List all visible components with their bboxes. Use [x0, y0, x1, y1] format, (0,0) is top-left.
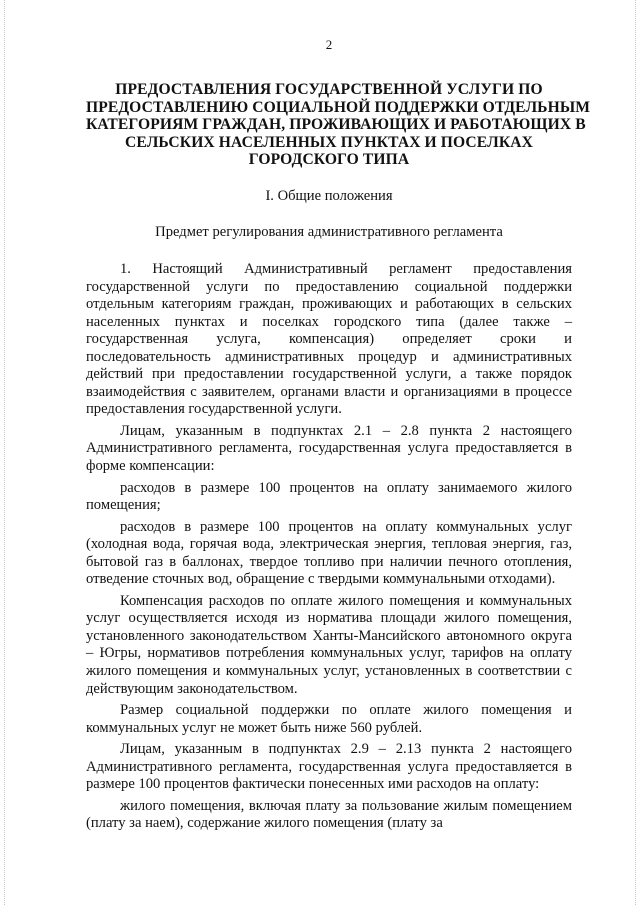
- title-line: ГОРОДСКОГО ТИПА: [248, 151, 410, 169]
- title-line: КАТЕГОРИЯМ ГРАЖДАН, ПРОЖИВАЮЩИХ И РАБОТАЮЩИХ В: [86, 116, 586, 134]
- subsection-heading: Предмет регулирования административного регламента: [155, 223, 503, 240]
- section-heading: I. Общие положения: [265, 187, 393, 204]
- paragraph: Размер социальной поддержки по оплате жилого помещения и коммунальных услуг не может быть ниже 560 рублей.: [86, 702, 572, 736]
- paragraph: Лицам, указанным в подпунктах 2.1 – 2.8 пункта 2 настоящего Административного регламента, государственная услуга предоставляется в форме компенсации:: [86, 422, 572, 474]
- page-edge-left: [4, 0, 5, 905]
- paragraph: расходов в размере 100 процентов на оплату коммунальных услуг (холодная вода, горячая вода, электрическая энергия, тепловая энергия, газ, бытовой газ в баллонах, твердое топливо при наличии печного отопления, отведение сточных вод, обращение с твердыми коммунальными отходами).: [86, 518, 572, 588]
- title-line: ПРЕДОСТАВЛЕНИЮ СОЦИАЛЬНОЙ ПОДДЕРЖКИ ОТДЕЛЬНЫМ: [86, 98, 591, 116]
- paragraph: жилого помещения, включая плату за пользование жилым помещением (плату за наем), содержание жилого помещения (плату за: [86, 797, 572, 832]
- document-body: [86, 261, 572, 833]
- title-line: СЕЛЬСКИХ НАСЕЛЕННЫХ ПУНКТАХ И ПОСЕЛКАХ: [125, 133, 533, 151]
- paragraph: расходов в размере 100 процентов на оплату занимаемого жилого помещения;: [86, 479, 572, 514]
- document-page: [86, 37, 591, 833]
- paragraph: Компенсация расходов по оплате жилого помещения и коммунальных услуг осуществляется исходя из норматива площади жилого помещения, установленного законодательством Ханты-Мансийского автономного округа – Югры, нормативов потребления коммунальных услуг, тарифов на оплату жилого помещения и коммунальных услуг, установленных в соответствии с действующим законодательством.: [86, 592, 572, 697]
- paragraph: Лицам, указанным в подпунктах 2.9 – 2.13 пункта 2 настоящего Административного регламента, государственная услуга предоставляется в размере 100 процентов фактически понесенных ими расходов на оплату:: [86, 741, 572, 793]
- page-edge-right: [635, 0, 636, 905]
- document-title: [86, 81, 591, 169]
- title-line: ПРЕДОСТАВЛЕНИЯ ГОСУДАРСТВЕННОЙ УСЛУГИ ПО: [115, 81, 543, 98]
- page-number: 2: [325, 37, 333, 52]
- paragraph: 1. Настоящий Административный регламент предоставления государственной услуги по предоставлению социальной поддержки отдельным категориям граждан, проживающих и работающих в сельских населенных пунктах и поселках городского типа (далее также – государственная услуга, компенсация) определяет сроки и последовательность административных процедур и административных действий при предоставлении государственной услуги, а также порядок взаимодействия с заявителем, органами власти и организациями в процессе предоставления государственной услуги.: [86, 260, 572, 418]
